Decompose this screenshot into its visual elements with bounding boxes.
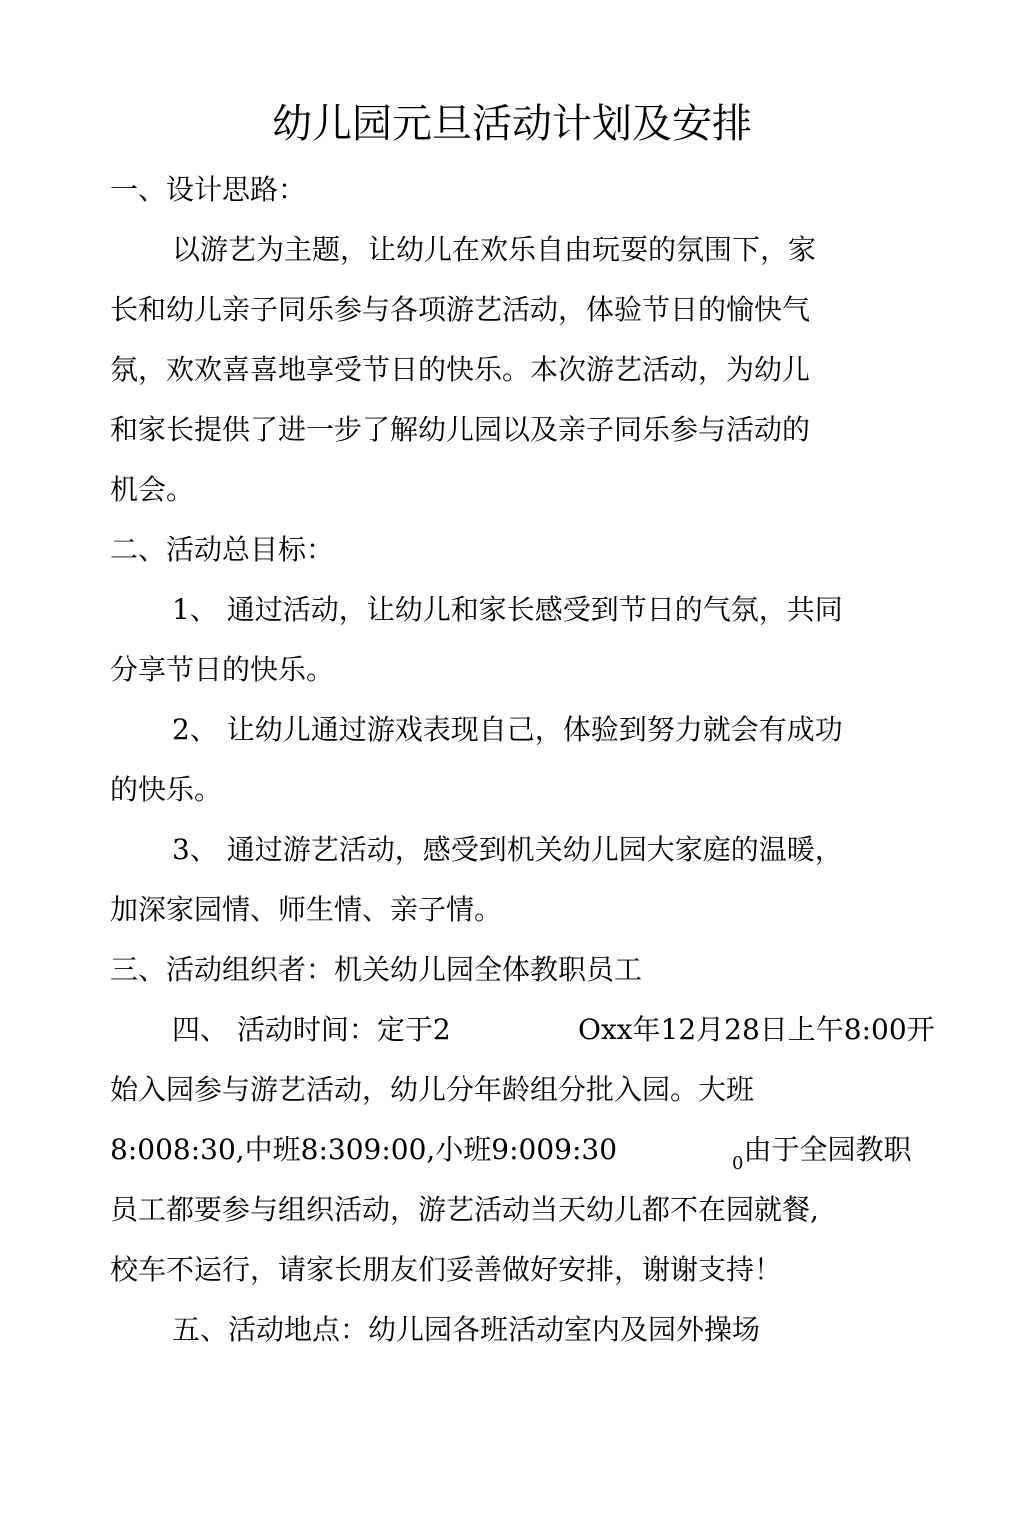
section-heading-organizer: 三、活动组织者：机关幼儿园全体教职员工: [110, 953, 643, 986]
section-heading-time: 四、 活动时间：定于2: [172, 1013, 451, 1046]
document-title: 幼儿园元旦活动计划及安排: [272, 101, 752, 147]
goal-item-2-cont: 的快乐。: [110, 773, 223, 806]
paragraph-line: 员工都要参与组织活动，游艺活动当天幼儿都不在园就餐,: [110, 1193, 819, 1226]
section-heading-design: 一、设计思路：: [110, 173, 307, 206]
paragraph-line: 始入园参与游艺活动，幼儿分年龄组分批入园。大班: [110, 1073, 755, 1106]
section-heading-goals: 二、活动总目标：: [110, 533, 335, 566]
goal-item-3-cont: 加深家园情、师生情、亲子情。: [110, 893, 503, 926]
goal-item-3: 3、 通过游艺活动，感受到机关幼儿园大家庭的温暖，: [172, 833, 843, 866]
section-heading-location: 五、活动地点：幼儿园各班活动室内及园外操场: [172, 1313, 761, 1346]
schedule-times: 8:008:30,中班8:309:00,小班9:009:30: [110, 1133, 618, 1166]
paragraph-line: 和家长提供了进一步了解幼儿园以及亲子同乐参与活动的: [110, 413, 811, 446]
paragraph-line: 校车不运行，请家长朋友们妥善做好安排，谢谢支持！: [110, 1253, 783, 1286]
paragraph-line: 氛，欢欢喜喜地享受节日的快乐。本次游艺活动，为幼儿: [110, 353, 811, 386]
paragraph-line: 以游艺为主题，让幼儿在欢乐自由玩耍的氛围下，家: [172, 233, 817, 266]
schedule-continuation: [732, 1132, 911, 1172]
goal-item-1-cont: 分享节日的快乐。: [110, 653, 335, 686]
paragraph-line: 长和幼儿亲子同乐参与各项游艺活动，体验节日的愉快气: [110, 293, 811, 326]
schedule-continuation-text: 由于全园教职: [743, 1133, 912, 1166]
goal-item-2: 2、 让幼儿通过游戏表现自己，体验到努力就会有成功: [172, 713, 843, 746]
subscript-zero: 0: [732, 1153, 744, 1174]
paragraph-line: 机会。: [110, 473, 195, 506]
goal-item-1: 1、 通过活动，让幼儿和家长感受到节日的气氛，共同: [172, 593, 843, 626]
time-date-text: Oxx年12月28日上午8:00开: [578, 1013, 935, 1046]
